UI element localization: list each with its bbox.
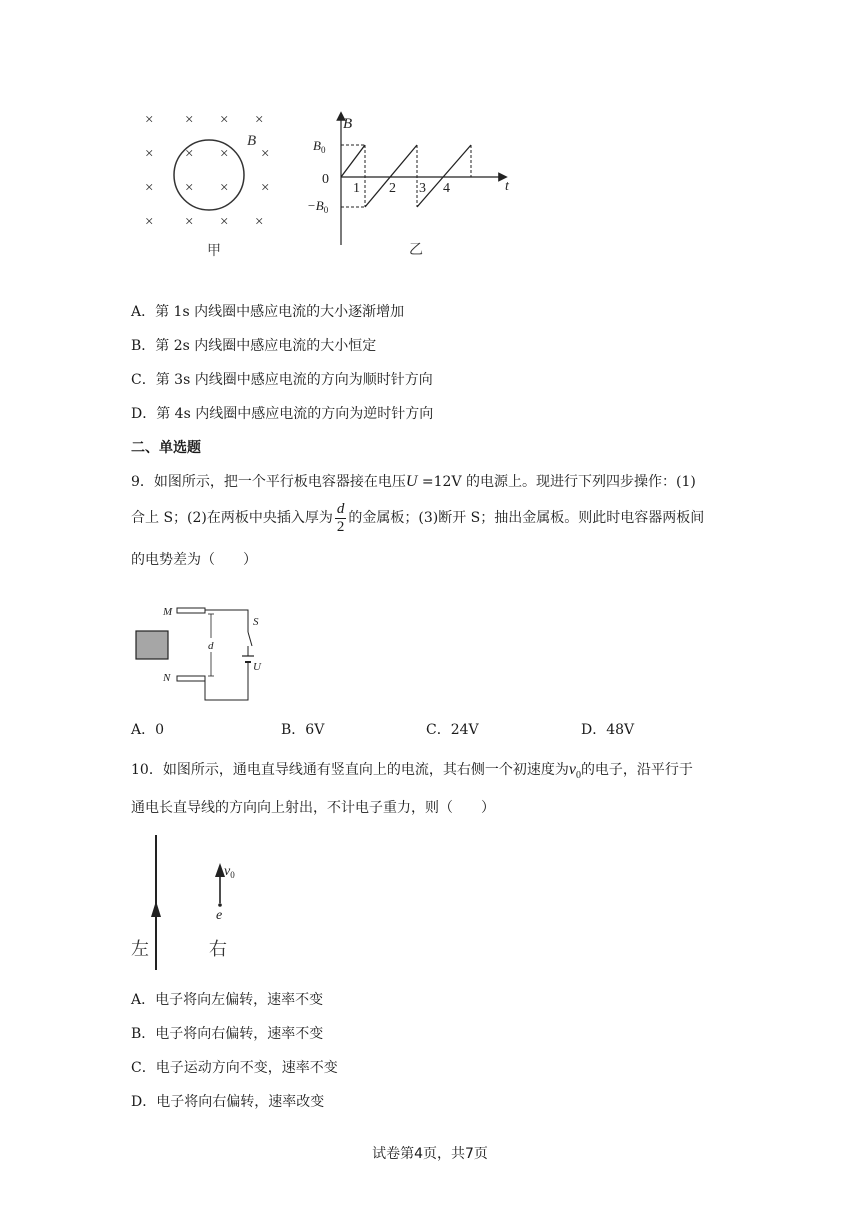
label-right: 右 (209, 939, 227, 959)
svg-text:×: × (261, 146, 270, 162)
svg-text:×: × (255, 214, 264, 230)
q10-symbol-v0: $v_0$ (568, 761, 581, 782)
q10-line-1: 10．如图所示，通电直导线通有竖直向上的电流，其右侧一个初速度为$v_0$的电子，沿平行于 (131, 761, 693, 782)
page-footer: 试卷第4页，共7页 (372, 1146, 488, 1162)
q10-option-d: D．电子将向右偏转，速率改变 (131, 1094, 325, 1110)
label-left: 左 (131, 939, 149, 959)
label-n: N (163, 672, 171, 684)
coil (174, 140, 244, 210)
q8-option-c: C．第 3s 内线圈中感应电流的方向为顺时针方向 (131, 372, 433, 388)
q9-symbol-u: U (405, 473, 418, 490)
q8-option-a: A．第 1s 内线圈中感应电流的大小逐渐增加 (131, 304, 405, 320)
q10-option-a: A．电子将向左偏转，速率不变 (131, 992, 324, 1008)
current-arrow (151, 901, 161, 917)
switch-s (248, 632, 252, 646)
tick-3: 3 (419, 181, 426, 196)
q9-line-1: 9．如图所示，把一个平行板电容器接在电压U =12V 的电源上。现进行下列四步操作：(1) (131, 473, 696, 490)
svg-text:×: × (261, 180, 270, 196)
caption-yi: 乙 (409, 243, 423, 258)
label-m: M (163, 606, 173, 618)
svg-text:×: × (255, 112, 264, 128)
label-e: e (216, 908, 223, 923)
field-crosses (145, 112, 269, 230)
tick-4: 4 (443, 181, 450, 196)
svg-text:×: × (220, 146, 229, 162)
plate-m (177, 608, 205, 613)
svg-text:×: × (185, 146, 194, 162)
figure-capacitor-circuit (130, 580, 280, 705)
q9-option-c: C．24V (426, 722, 479, 738)
b-curve (341, 145, 365, 177)
caption-jia: 甲 (207, 244, 221, 259)
x-axis-label: t (505, 179, 509, 194)
q10-option-b: B．电子将向右偏转，速率不变 (131, 1026, 324, 1042)
label-s: S (253, 616, 259, 628)
svg-text:×: × (145, 146, 154, 162)
svg-text:×: × (185, 180, 194, 196)
tick-2: 2 (389, 181, 396, 196)
electron-dot (218, 903, 222, 907)
q8-option-b: B．第 2s 内线圈中感应电流的大小恒定 (131, 338, 377, 354)
section-heading: 二、单选题 (131, 440, 201, 456)
svg-text:×: × (185, 214, 194, 230)
q9-option-d: D．48V (581, 722, 635, 738)
metal-block (136, 631, 168, 659)
svg-text:×: × (220, 180, 229, 196)
svg-text:×: × (145, 214, 154, 230)
svg-text:×: × (220, 112, 229, 128)
neg-b0-label: $-B_0$ (307, 198, 329, 215)
q9-option-a: A．0 (131, 722, 165, 738)
label-d: d (208, 640, 214, 652)
origin-label: 0 (322, 172, 329, 187)
q9-options (131, 720, 691, 740)
svg-text:×: × (145, 180, 154, 196)
q9-fraction: $\frac{d}{2}$ (336, 500, 345, 535)
svg-text:×: × (185, 112, 194, 128)
svg-text:×: × (220, 214, 229, 230)
figure-bt-graph (305, 110, 525, 260)
label-v0: $v_0$ (224, 864, 235, 880)
y-axis-label: B (343, 116, 353, 132)
b0-label: $B_0$ (313, 138, 326, 155)
figure-coil-field (135, 105, 285, 260)
q9-line-3: 的电势差为（ ） (131, 552, 257, 568)
figure-wire-electron (125, 835, 255, 975)
q10-line-2: 通电长直导线的方向向上射出，不计电子重力，则（ ） (131, 800, 495, 816)
q8-option-d: D．第 4s 内线圈中感应电流的方向为逆时针方向 (131, 406, 434, 422)
tick-1: 1 (353, 181, 360, 196)
q9-line-2: 合上 S；(2)在两板中央插入厚为 $\frac{d}{2}$ 的金属板；(3)断开 S；抽出金属板。则此时电容器两板间 (131, 500, 705, 535)
q10-option-c: C．电子运动方向不变，速率不变 (131, 1060, 338, 1076)
label-u: U (253, 661, 261, 673)
cross-mark: × (145, 112, 154, 128)
q9-option-b: B．6V (281, 722, 325, 738)
field-label: B (247, 133, 257, 149)
plate-n (177, 676, 205, 681)
